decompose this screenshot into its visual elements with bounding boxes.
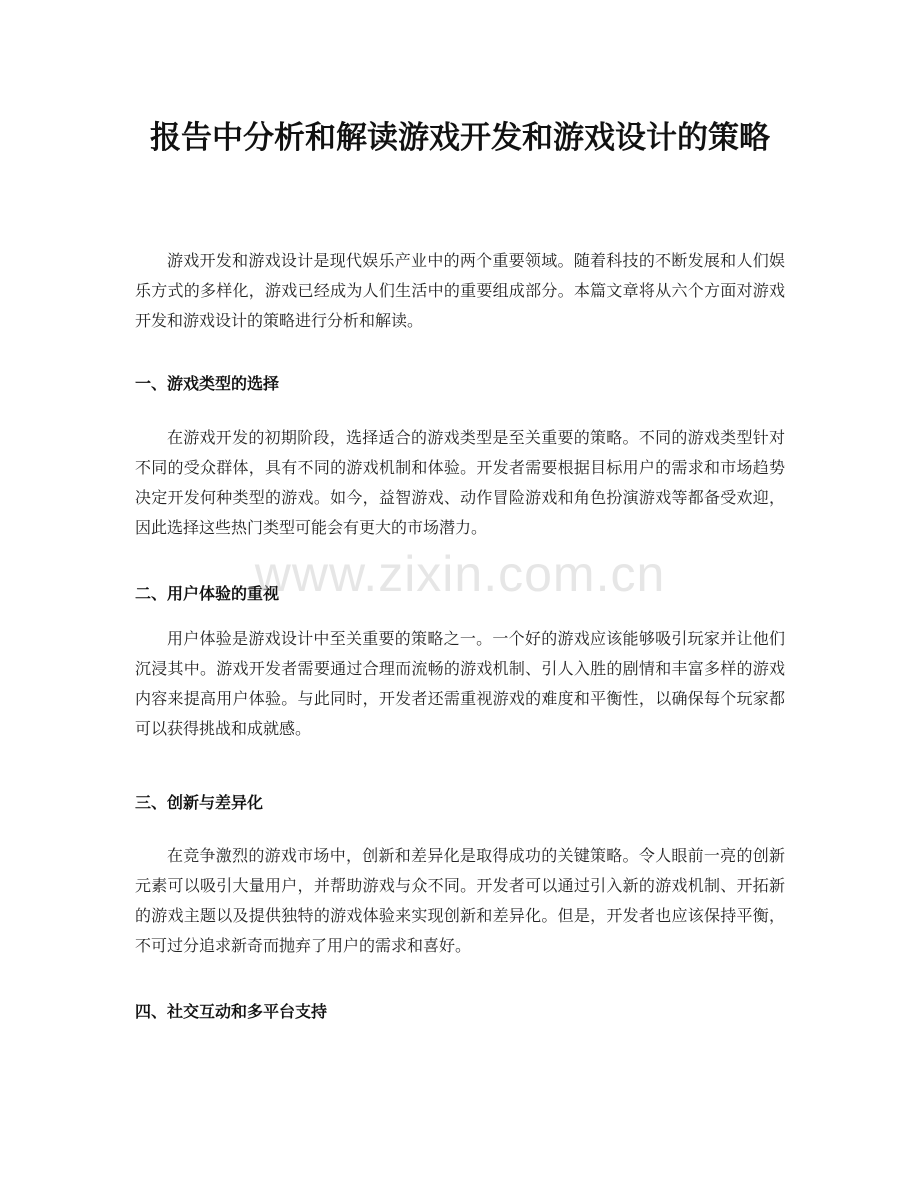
section-4-heading: 四、社交互动和多平台支持: [135, 1002, 328, 1021]
section-1-body: 在游戏开发的初期阶段，选择适合的游戏类型是至关重要的策略。不同的游戏类型针对不同的受众群体，具有不同的游戏机制和体验。开发者需要根据目标用户的需求和市场趋势决定开发何种类型的游戏。如今，益智游戏、动作冒险游戏和角色扮演游戏等都备受欢迎，因此选择这些热门类型可能会有更大的市场潜力。: [135, 428, 785, 537]
section-2-heading: 二、用户体验的重视: [135, 584, 280, 603]
section-3-body: 在竞争激烈的游戏市场中，创新和差异化是取得成功的关键策略。令人眼前一亮的创新元素可以吸引大量用户，并帮助游戏与众不同。开发者可以通过引入新的游戏机制、开拓新的游戏主题以及提供独特的游戏体验来实现创新和差异化。但是，开发者也应该保持平衡，不可过分追求新奇而抛弃了用户的需求和喜好。: [135, 846, 785, 955]
watermark: www.zixin.com.cn: [254, 546, 666, 602]
section-2-body: 用户体验是游戏设计中至关重要的策略之一。一个好的游戏应该能够吸引玩家并让他们沉浸其中。游戏开发者需要通过合理而流畅的游戏机制、引人入胜的剧情和丰富多样的游戏内容来提高用户体验。与此同时，开发者还需重视游戏的难度和平衡性，以确保每个玩家都可以获得挑战和成就感。: [135, 629, 785, 738]
section-1-heading: 一、游戏类型的选择: [135, 374, 280, 393]
intro-paragraph: 游戏开发和游戏设计是现代娱乐产业中的两个重要领域。随着科技的不断发展和人们娱乐方式的多样化，游戏已经成为人们生活中的重要组成部分。本篇文章将从六个方面对游戏开发和游戏设计的策略进行分析和解读。: [135, 251, 785, 330]
document-title: 报告中分析和解读游戏开发和游戏设计的策略: [150, 120, 770, 156]
section-3-heading: 三、创新与差异化: [135, 793, 264, 812]
